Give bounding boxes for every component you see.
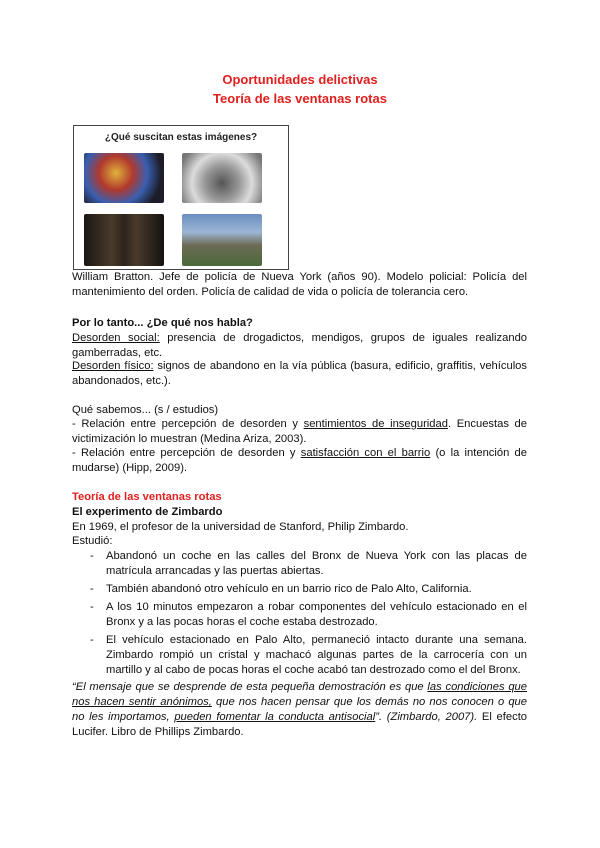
quote-part3: que nos hacen pensar que los demás no nos conocen o que no les importamos,: [72, 696, 527, 723]
quote-part6: El efecto Lucifer. Libro de Phillips Zimbardo.: [72, 711, 528, 738]
intro-paragraph: William Bratton. Jefe de policía de Nueva York (años 90). Modelo policial: Policía del mantenimiento del orden. Policía de calidad de vida o policía de tolerancia cero.: [72, 271, 527, 298]
page-title: Oportunidades delictivas: [222, 72, 378, 87]
quote-part5: ”. (Zimbardo, 2007).: [375, 711, 478, 723]
estudio-item-2: [72, 446, 527, 476]
figure-caption: ¿Qué suscitan estas imágenes?: [104, 132, 258, 143]
quote-part2: las condiciones que nos hacen sentir anónimos,: [72, 681, 527, 708]
slide-figure: [73, 125, 289, 270]
estudio-1-pre: - Relación entre percepción de desorden y: [72, 418, 304, 430]
page-subtitle: Teoría de las ventanas rotas: [213, 91, 387, 106]
abandoned-car-image: [182, 214, 262, 266]
desorden-fisico-paragraph: [72, 359, 527, 389]
list-item: - También abandonó otro vehículo en un barrio rico de Palo Alto, California.: [90, 582, 527, 597]
section3-subheading: El experimento de Zimbardo: [72, 506, 223, 518]
section1-heading: Por lo tanto... ¿De qué nos habla?: [72, 317, 253, 329]
graffiti-tunnel-image: [84, 153, 164, 203]
quote-paragraph: [72, 680, 527, 740]
zimbardo-intro: En 1969, el profesor de la universidad de Stanford, Philip Zimbardo.: [72, 521, 409, 533]
dark-alley-image: [84, 214, 164, 266]
quote-part1: “El mensaje que se desprende de esta pequeña demostración es que: [72, 681, 428, 693]
estudio-1-post: . Encuestas de victimización lo muestran (Medina Ariza, 2003).: [72, 418, 528, 445]
list-item: - A los 10 minutos empezaron a robar componentes del vehículo estacionado en el Bronx y a las pocas horas el coche estaba destrozado.: [90, 600, 527, 630]
desorden-fisico-text: signos de abandono en la vía pública (basura, edificio, graffitis, vehículos abandonados, etc.).: [72, 360, 527, 387]
quote-part4: pueden fomentar la conducta antisocial: [174, 711, 376, 723]
estudio-2-post: (o la intención de mudarse) (Hipp, 2009).: [72, 447, 527, 474]
desorden-social-label: Desorden social:: [72, 332, 160, 344]
section2-heading: Qué sabemos... (s / estudios): [72, 404, 219, 416]
experiment-list: [90, 549, 527, 681]
estudio-2-underlined: satisfacción con el barrio: [300, 447, 431, 459]
section3-heading: Teoría de las ventanas rotas: [72, 491, 222, 503]
desorden-social-paragraph: [72, 331, 527, 361]
desorden-fisico-label: Desorden físico:: [72, 360, 154, 372]
desorden-social-text: presencia de drogadictos, mendigos, grupos de iguales realizando gamberradas, etc.: [72, 332, 528, 359]
list-item: - Abandonó un coche en las calles del Bronx de Nueva York con las placas de matrícula arrancadas y las puertas abiertas.: [90, 549, 527, 579]
estudio-label: Estudió:: [72, 535, 113, 547]
estudio-2-pre: - Relación entre percepción de desorden y: [72, 447, 301, 459]
list-item: - El vehículo estacionado en Palo Alto, permaneció intacto durante una semana. Zimbardo rompió un cristal y machacó algunas partes de la carrocería con un martillo y al cabo de pocas horas el coche acabó tan destrozado como el del Bronx.: [90, 633, 527, 678]
estudio-1-underlined: sentimientos de inseguridad: [303, 418, 448, 430]
estudio-item-1: [72, 417, 527, 447]
rubble-image: [182, 153, 262, 203]
